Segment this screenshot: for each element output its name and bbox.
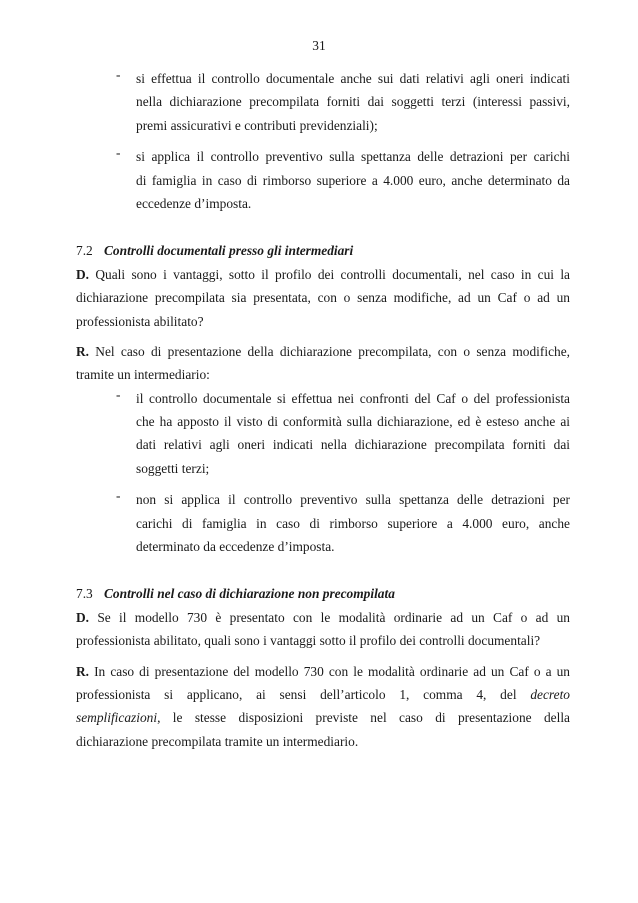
text-line: di famiglia in caso di rimborso superiore a 4.000 euro, anche determinato da	[136, 172, 570, 188]
text-line: si effettua il controllo documentale anche sui dati relativi agli oneri indicati	[136, 71, 570, 86]
text-line: carichi di famiglia in caso di rimborso superiore a 4.000 euro, anche	[136, 515, 570, 531]
text-line: il controllo documentale si effettua nei confronti del Caf o del professionista	[136, 390, 570, 406]
answer-label: R.	[76, 663, 90, 679]
text-line: Nel caso di presentazione della dichiarazione precompilata, con o senza modifiche,	[89, 343, 570, 359]
text-line: determinato da eccedenze d’imposta.	[136, 539, 335, 555]
text-line: , le stesse disposizioni previste nel caso di presentazione della	[157, 710, 570, 726]
text-line: non si applica il controllo preventivo sulla spettanza delle detrazioni per	[136, 492, 570, 508]
bullet-item	[76, 488, 570, 558]
emphasis-text: semplificazioni	[76, 710, 158, 726]
question-paragraph	[76, 606, 570, 653]
text-line: professionista abilitato, quali sono i vantaggi sotto il profilo dei controlli documentali?	[76, 633, 541, 649]
bullet-dash: -	[116, 488, 121, 504]
emphasis-text: decreto	[530, 686, 570, 702]
text-line: Se il modello 730 è presentato con le modalità ordinarie ad un Caf o ad un	[89, 609, 570, 625]
bullet-dash: -	[116, 67, 121, 82]
answer-label: R.	[76, 343, 90, 359]
text-line: tramite un intermediario:	[76, 367, 210, 383]
text-line: professionista abilitato?	[76, 313, 204, 329]
text-line: eccedenze d’imposta.	[136, 195, 252, 211]
text-line: Quali sono i vantaggi, sotto il profilo dei controlli documentali, nel caso in cui la	[89, 266, 570, 282]
page-number: 31	[312, 38, 326, 53]
text-line: soggetti terzi;	[136, 460, 210, 476]
section-number: 7.3	[76, 586, 93, 602]
text-line: professionista si applicano, ai sensi dell’articolo 1, comma 4, del	[76, 686, 531, 702]
section-title: Controlli nel caso di dichiarazione non precompilata	[104, 586, 395, 602]
text-line: In caso di presentazione del modello 730 con le modalità ordinarie ad un Caf o a un	[89, 663, 570, 679]
bullet-item	[76, 145, 570, 215]
text-line: dichiarazione precompilata tramite un intermediario.	[76, 733, 359, 749]
section-number: 7.2	[76, 243, 93, 259]
text-line: premi assicurativi e contributi previdenziali);	[136, 117, 378, 133]
answer-paragraph	[76, 660, 570, 754]
section-heading	[76, 582, 570, 605]
text-line: si applica il controllo preventivo sulla spettanza delle detrazioni per carichi	[136, 149, 570, 165]
question-paragraph	[76, 263, 570, 333]
page-content	[76, 67, 570, 753]
text-line: nella dichiarazione precompilata forniti dai soggetti terzi (interessi passivi,	[136, 94, 570, 110]
section-heading	[76, 239, 570, 262]
answer-paragraph	[76, 340, 570, 387]
text-line: dichiarazione precompilata sia presentata, con o senza modifiche, ad un Caf o ad un	[76, 290, 570, 306]
bullet-dash: -	[116, 145, 121, 161]
bullet-item	[76, 67, 570, 137]
text-line: che ha apposto il visto di conformità sulla dichiarazione, ed è esteso anche ai	[136, 414, 570, 430]
section-title: Controlli documentali presso gli intermediari	[104, 243, 354, 259]
question-label: D.	[76, 266, 90, 282]
question-label: D.	[76, 609, 90, 625]
text-line: dati relativi agli oneri indicati nella dichiarazione precompilata forniti dai	[136, 437, 570, 453]
bullet-item	[76, 387, 570, 481]
bullet-dash: -	[116, 386, 121, 402]
